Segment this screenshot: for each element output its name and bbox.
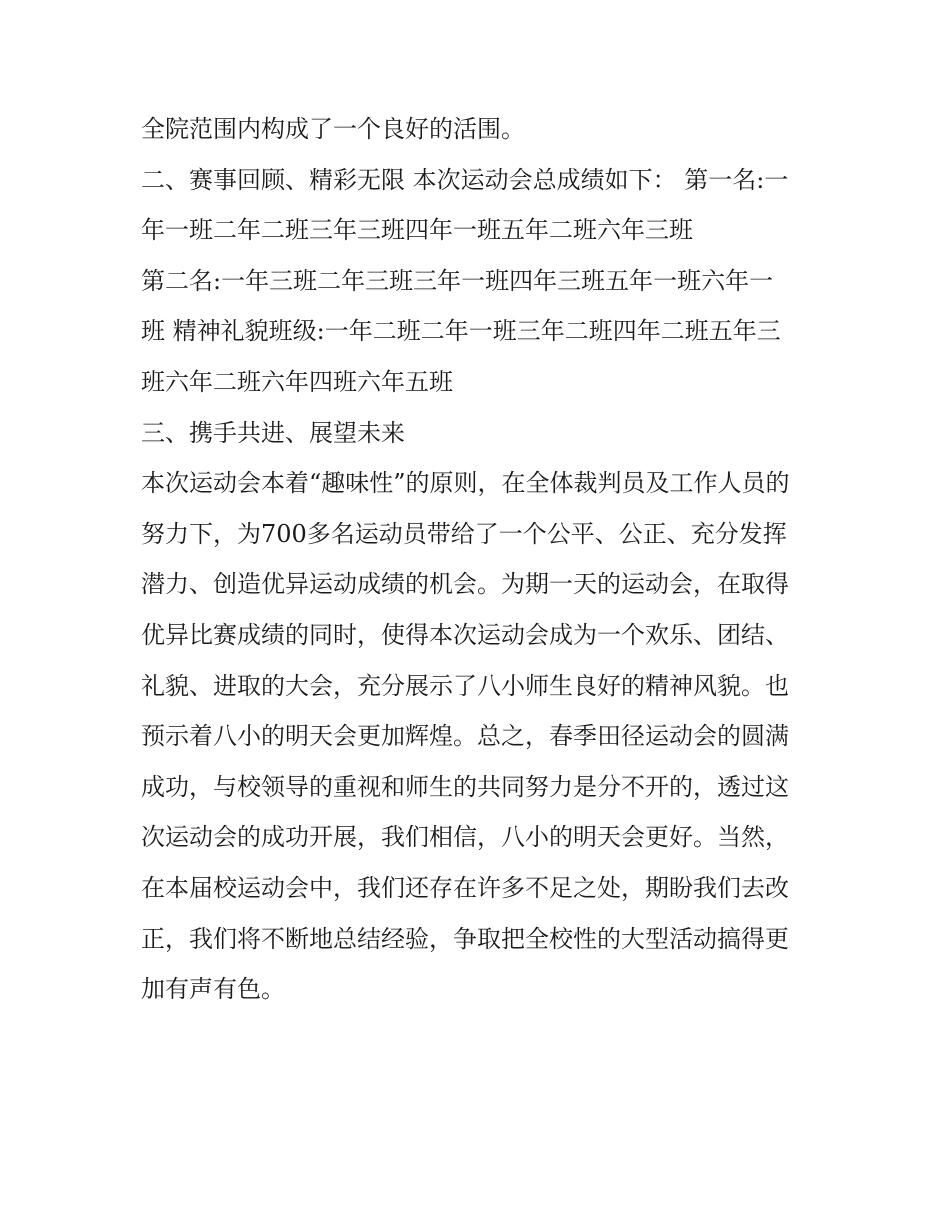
text-line: 全院范围内构成了一个良好的活围。 — [141, 115, 525, 143]
text-line: 次运动会的成功开展，我们相信，八小的明天会更好。当然， — [141, 823, 789, 852]
text-line: 潜力、创造优异运动成绩的机会。为期一天的运动会，在取得 — [141, 570, 789, 599]
text-line: 班六年二班六年四班六年五班 — [141, 367, 453, 396]
document-body — [141, 104, 821, 1015]
section-heading-line: 二、赛事回顾、精彩无限 本次运动会总成绩如下： 第一名:一 — [141, 165, 789, 194]
text-line: 成功，与校领导的重视和师生的共同努力是分不开的，透过这 — [141, 772, 789, 801]
text-line: 预示着八小的明天会更加辉煌。总之，春季田径运动会的圆满 — [141, 722, 789, 751]
text-line: 优异比赛成绩的同时，使得本次运动会成为一个欢乐、团结、 — [141, 620, 789, 649]
text-line: 第二名:一年三班二年三班三年一班四年三班五年一班六年一 — [141, 266, 774, 295]
text-line: 加有声有色。 — [141, 975, 285, 1004]
text-line: 礼貌、进取的大会，充分展示了八小师生良好的精神风貌。也 — [141, 671, 789, 700]
text-line: 努力下，为700多名运动员带给了一个公平、公正、充分发挥 — [141, 519, 787, 548]
section-heading-line: 三、携手共进、展望未来 — [141, 418, 405, 447]
text-line: 年一班二年二班三年三班四年一班五年二班六年三班 — [141, 216, 693, 245]
text-line: 本次运动会本着“趣味性”的原则，在全体裁判员及工作人员的 — [141, 469, 790, 498]
text-line: 正，我们将不断地总结经验，争取把全校性的大型活动搞得更 — [141, 924, 789, 953]
text-line: 班 精神礼貌班级:一年二班二年一班三年二班四年二班五年三 — [141, 317, 781, 346]
text-line: 在本届校运动会中，我们还存在许多不足之处，期盼我们去改 — [141, 873, 789, 902]
